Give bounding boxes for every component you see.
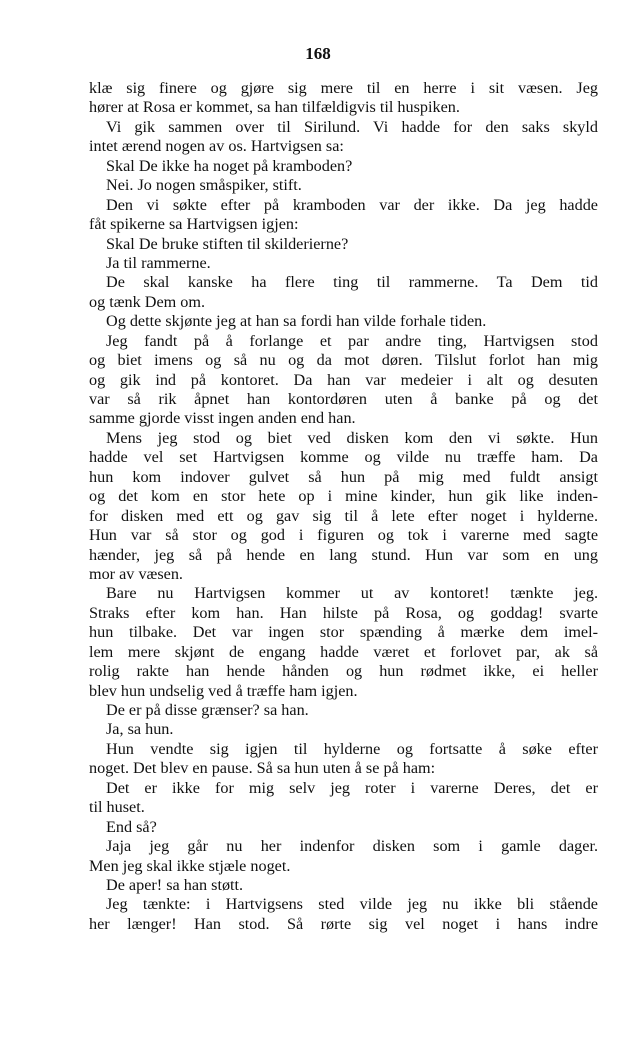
- text-line: Straks efter kom han. Han hilste på Rosa, og goddag! svarte: [89, 603, 598, 622]
- text-line: noget. Det blev en pause. Så sa hun uten å se på ham:: [89, 759, 436, 778]
- text-line: hører at Rosa er kommet, sa han tilfældigvis til huspiken.: [89, 98, 460, 117]
- text-line: hun kom indover gulvet så hun på mig med fuldt ansigt: [89, 467, 598, 486]
- text-line: intet ærend nogen av os. Hartvigsen sa:: [89, 137, 344, 156]
- text-line: Ja til rammerne.: [106, 253, 211, 272]
- text-line: De er på disse grænser? sa han.: [106, 701, 309, 719]
- text-line: Men jeg skal ikke stjæle noget.: [89, 856, 291, 875]
- text-line: rolig rakte han hende hånden og hun rødmet ikke, ei heller: [89, 662, 598, 681]
- text-line: mor av væsen.: [89, 564, 183, 583]
- text-line: samme gjorde visst ingen anden end han.: [89, 409, 356, 428]
- text-line: Det er ikke for mig selv jeg roter i varerne Deres, det er: [106, 778, 598, 797]
- text-line: hadde vel set Hartvigsen komme og vilde nu træffe ham. Da: [89, 448, 598, 467]
- text-line: De skal kanske ha flere ting til rammerne. Ta Dem tid: [106, 273, 598, 292]
- text-line: her længer! Han stod. Så rørte sig vel noget i hans indre: [89, 914, 598, 933]
- text-line: lem mere skjønt de engang hadde været et forlovet par, ak så: [89, 642, 598, 661]
- body-text: [89, 79, 598, 934]
- text-line: Nei. Jo nogen småspiker, stift.: [106, 176, 302, 195]
- text-line: hun tilbake. Det var ingen stor spænding å mærke dem imel-: [89, 623, 598, 642]
- text-line: hænder, jeg så på hende en lang stund. Hun var som en ung: [89, 545, 598, 564]
- text-line: Den vi søkte efter på kramboden var der ikke. Da jeg hadde: [106, 195, 598, 214]
- text-line: Mens jeg stod og biet ved disken kom den vi søkte. Hun: [106, 428, 598, 447]
- text-line: Ja, sa hun.: [106, 720, 174, 739]
- text-line: og gik ind på kontoret. Da han var medeier i alt og desuten: [89, 370, 598, 389]
- text-line: blev hun undselig ved å træffe ham igjen.: [89, 681, 358, 700]
- text-line: Skal De bruke stiften til skilderierne?: [106, 234, 349, 253]
- text-line: Hun vendte sig igjen til hylderne og fortsatte å søke efter: [106, 739, 598, 758]
- text-line: og biet imens og så nu og da mot døren. Tilslut forlot han mig: [89, 351, 598, 370]
- text-line: End så?: [106, 817, 157, 836]
- text-line: Bare nu Hartvigsen kommer ut av kontoret! tænkte jeg.: [106, 584, 598, 603]
- text-line: Hun var så stor og god i figuren og tok i varerne med sagte: [89, 526, 598, 545]
- text-line: klæ sig finere og gjøre sig mere til en herre i sit væsen. Jeg: [89, 79, 598, 97]
- text-line: Jeg fandt på å forlange et par andre ting, Hartvigsen stod: [106, 331, 598, 350]
- text-line: og det kom en stor hete op i mine kinder, hun gik like inden-: [89, 487, 598, 506]
- text-line: De aper! sa han støtt.: [106, 875, 244, 894]
- text-line: Vi gik sammen over til Sirilund. Vi hadde for den saks skyld: [106, 117, 598, 136]
- text-line: Jeg tænkte: i Hartvigsens sted vilde jeg nu ikke bli stående: [106, 895, 598, 914]
- page-number: 168: [305, 44, 331, 63]
- text-line: og tænk Dem om.: [89, 292, 206, 311]
- text-line: for disken med ett og gav sig til å lete efter noget i hylderne.: [89, 506, 598, 525]
- text-line: var så rik åpnet han kontordøren uten å banke på og det: [89, 390, 598, 408]
- text-line: Og dette skjønte jeg at han sa fordi han vilde forhale tiden.: [106, 312, 487, 331]
- text-line: til huset.: [89, 798, 145, 817]
- text-line: Jaja jeg går nu her indenfor disken som i gamle dager.: [106, 837, 598, 856]
- text-line: Skal De ikke ha noget på kramboden?: [106, 156, 353, 175]
- text-line: fåt spikerne sa Hartvigsen igjen:: [89, 215, 299, 234]
